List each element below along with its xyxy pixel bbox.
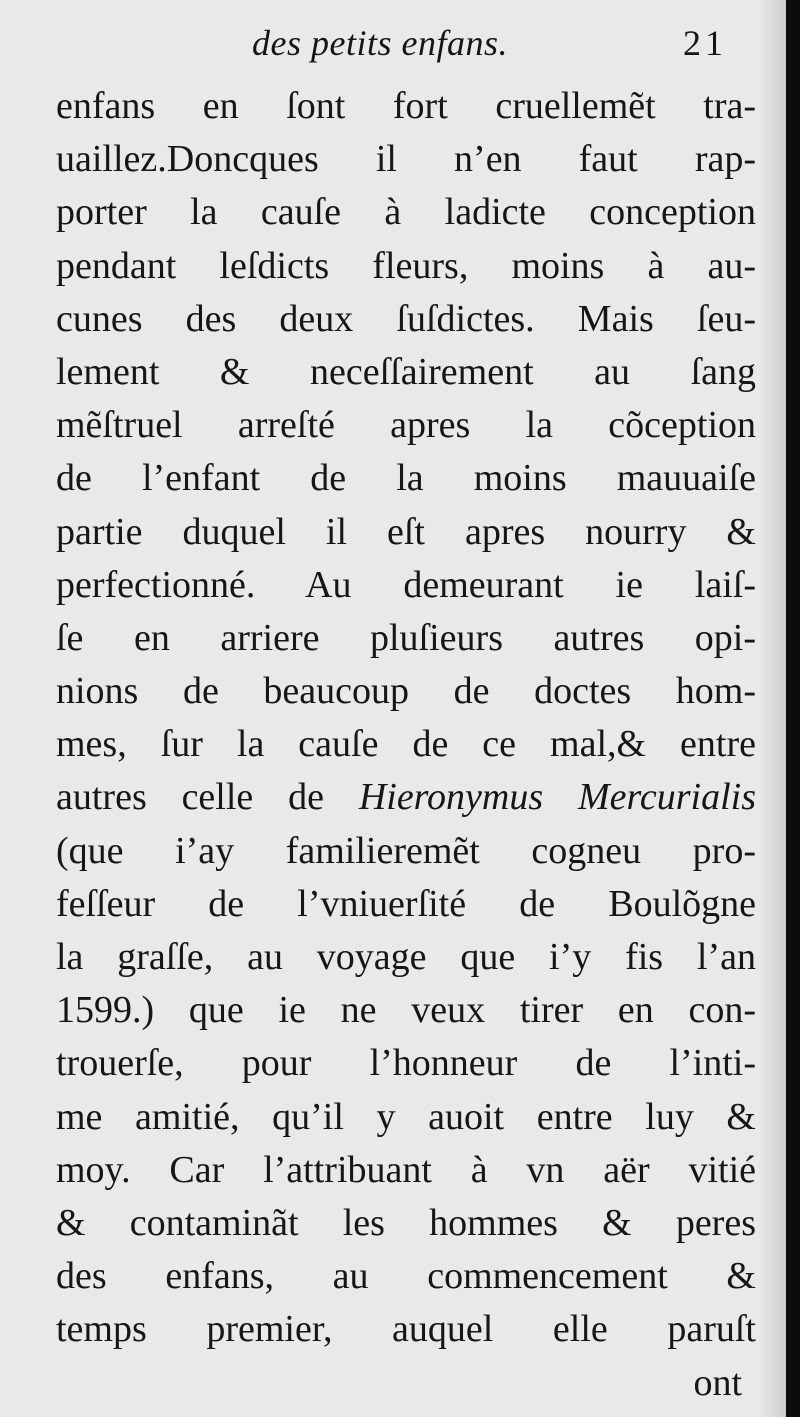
body-text bbox=[56, 80, 756, 1410]
text-line: lement & neceſſairement au ſang bbox=[56, 350, 756, 393]
text-line-with-italic bbox=[56, 771, 756, 824]
text-line: ſe en arriere pluſieurs autres opi- bbox=[56, 616, 756, 659]
text-line: me amitié, qu’il y auoit entre luy & bbox=[56, 1095, 756, 1138]
text-line: feſſeur de l’vniuerſité de Boulõgne bbox=[56, 882, 756, 925]
text-line: perfectionné. Au demeurant ie laiſ- bbox=[56, 563, 756, 606]
text-line: partie duquel il eſt apres nourry & bbox=[56, 510, 756, 553]
text-line: uaillez.Doncques il n’en faut rap- bbox=[56, 138, 756, 181]
text-line: enfans en ſont fort cruellemẽt tra- bbox=[56, 85, 756, 127]
text-line: porter la cauſe à ladicte conception bbox=[56, 191, 756, 234]
text-line: mes, ſur la cauſe de ce mal,& entre bbox=[56, 723, 756, 766]
catchword: ont bbox=[693, 1361, 742, 1404]
text-line: moy. Car l’attribuant à vn aër vitié bbox=[56, 1148, 756, 1191]
text-line: des enfans, au commencement & bbox=[56, 1255, 756, 1298]
text-line: de l’enfant de la moins mauuaiſe bbox=[56, 457, 756, 500]
text-line: mẽſtruel arreſté apres la cõception bbox=[56, 404, 756, 447]
text-line: pendant leſdicts fleurs, moins à au- bbox=[56, 244, 756, 287]
running-title: des petits enfans. bbox=[252, 23, 508, 63]
text-line: cunes des deux ſuſdictes. Mais ſeu- bbox=[56, 297, 756, 340]
text-line: 1599.) que ie ne veux tirer en con- bbox=[56, 989, 756, 1032]
text-line: la graſſe, au voyage que i’y fis l’an bbox=[56, 936, 756, 978]
text-line: (que i’ay familieremẽt cogneu pro- bbox=[56, 829, 756, 872]
catchword-line bbox=[56, 1357, 756, 1410]
text-run: autres celle de bbox=[56, 776, 359, 819]
text-line: trouerſe, pour l’honneur de l’inti- bbox=[56, 1042, 756, 1085]
text-line: & contaminãt les hommes & peres bbox=[56, 1201, 756, 1244]
text-line: nions de beaucoup de doctes hom- bbox=[56, 670, 756, 713]
text-line: temps premier, auquel elle paruſt bbox=[56, 1308, 756, 1351]
page-header bbox=[0, 22, 786, 82]
page-number: 21 bbox=[683, 23, 727, 63]
italic-name: Hieronymus Mercurialis bbox=[358, 776, 756, 819]
